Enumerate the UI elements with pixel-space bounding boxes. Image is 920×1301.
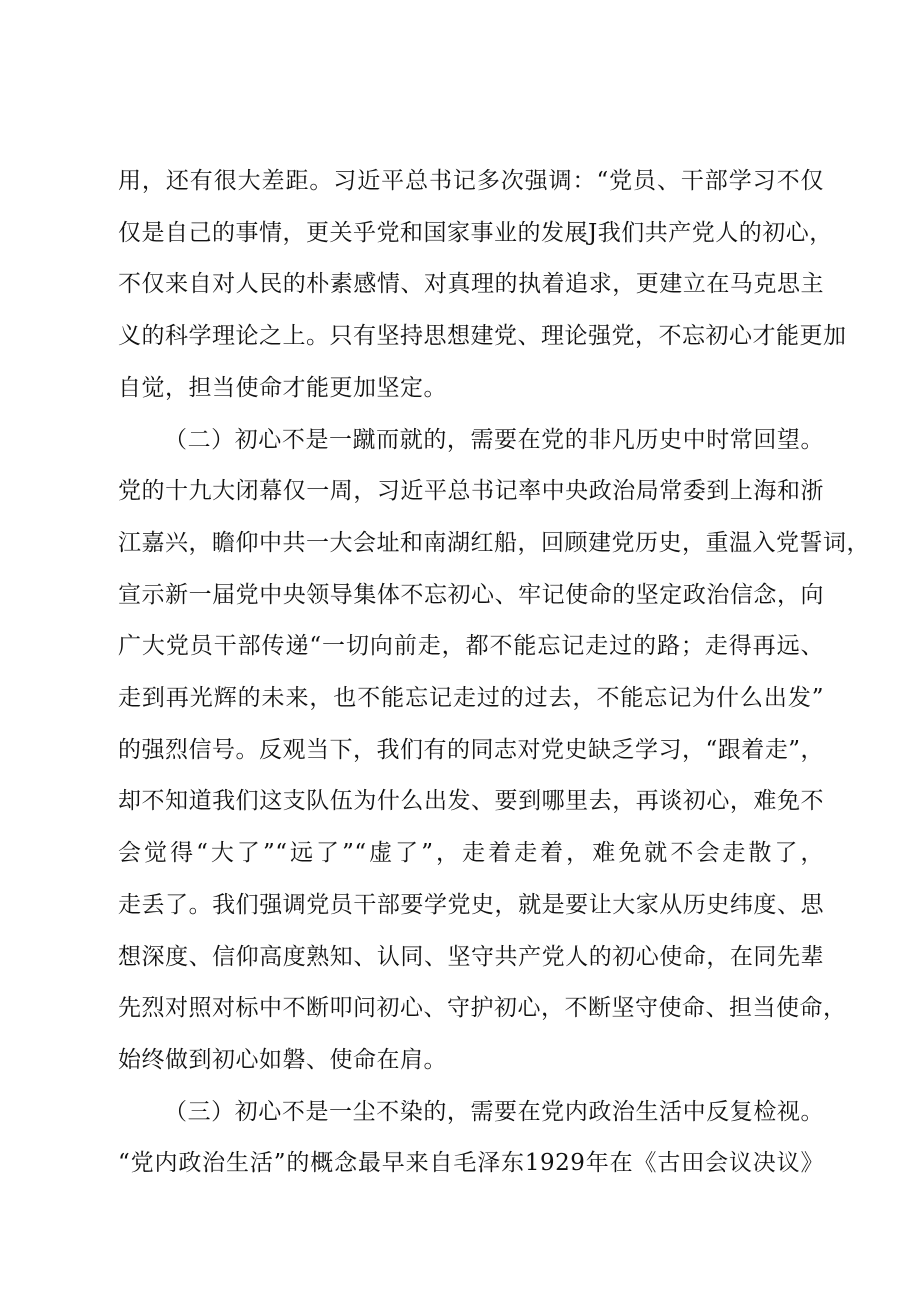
- text-line: 走到再光辉的未来，也不能忘记走过的过去，不能忘记为什么出发”: [118, 685, 824, 712]
- text-line: 广大党员干部传递“一切向前走，都不能忘记走过的路；走得再远、: [118, 633, 824, 660]
- text-line: 走丢了。我们强调党员干部要学党史，就是要让大家从历史纬度、思: [118, 891, 824, 918]
- text-line: 党的十九大闭幕仅一周，习近平总书记率中央政治局常委到上海和浙: [118, 478, 824, 505]
- text-line: 不仅来自对人民的朴素感情、对真理的执着追求，更建立在马克思主: [118, 271, 824, 298]
- text-line: 用，还有很大差距。习近平总书记多次强调：“党员、干部学习不仅: [118, 168, 824, 194]
- text-line: 始终做到初心如磐、使命在肩。: [118, 1046, 447, 1073]
- text-line: 先烈对照对标中不断叩问初心、守护初心，不断坚守使命、担当使命，: [118, 995, 847, 1022]
- text-line: 却不知道我们这支队伍为什么出发、要到哪里去，再谈初心，难免不: [118, 788, 824, 815]
- text-line: “党内政治生活”的概念最早来自毛泽东1929年在《古田会议决议》: [118, 1150, 824, 1177]
- text-line: 江嘉兴，瞻仰中共一大会址和南湖红船，回顾建党历史，重温入党誓词，: [118, 529, 870, 556]
- body-text: [118, 156, 870, 1190]
- text-line: （二）初心不是一蹴而就的，需要在党的非凡历史中时常回望。: [164, 426, 824, 453]
- text-line: 义的科学理论之上。只有坚持思想建党、理论强党，不忘初心才能更加: [118, 323, 847, 350]
- text-line: （三）初心不是一尘不染的，需要在党内政治生活中反复检视。: [164, 1098, 824, 1125]
- paragraph-2: [118, 415, 870, 1087]
- text-line: 会觉得“大了”“远了”“虚了”，走着走着，难免就不会走散了，: [118, 840, 824, 867]
- text-line: 仅是自己的事情，更关乎党和国家事业的发展J我们共产党人的初心，: [118, 219, 833, 246]
- text-line: 的强烈信号。反观当下，我们有的同志对党史缺乏学习，“跟着走”，: [118, 736, 825, 763]
- text-line: 自觉，担当使命才能更加坚定。: [118, 374, 447, 401]
- paragraph-3: [118, 1087, 824, 1190]
- text-line: 宣示新一届党中央领导集体不忘初心、牢记使命的坚定政治信念，向: [118, 581, 824, 608]
- text-line: 想深度、信仰高度熟知、认同、坚守共产党人的初心使命，在同先辈: [118, 943, 824, 970]
- paragraph-1: [118, 156, 847, 415]
